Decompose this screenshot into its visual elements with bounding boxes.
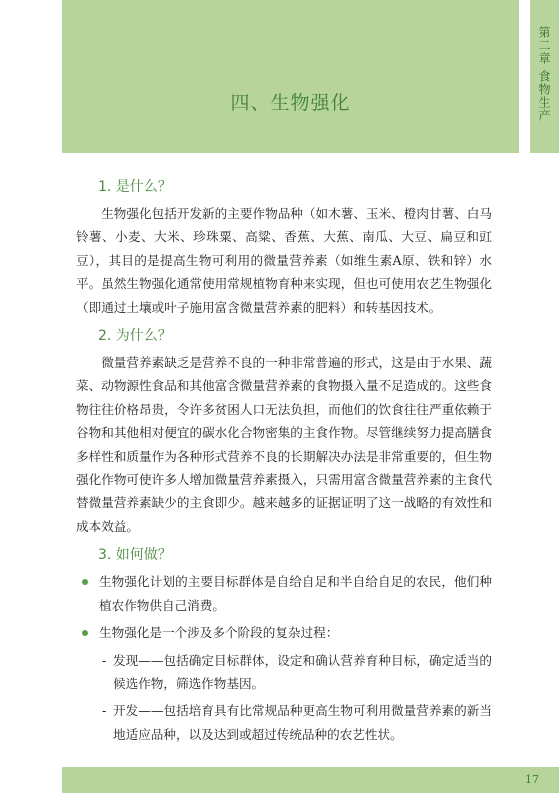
bullet-text: 生物强化计划的主要目标群体是自给自足和半自给自足的农民，他们种植农作物供自己消费。 (99, 574, 492, 613)
section-how (62, 546, 492, 746)
sub-item-text: 发现——包括确定目标群体，设定和确认营养育种目标，确定适当的候选作物，筛选作物基因。 (113, 652, 492, 691)
sub-item (62, 649, 492, 696)
sub-item-text: 开发——包括培育具有比常规品种更高生物可利用微量营养素的新当地适应品种，以及达到或超过传统品种的农艺性状。 (113, 703, 492, 742)
section-what-paragraph: 生物强化包括开发新的主要作物品种（如木薯、玉米、橙肉甘薯、白马铃薯、小麦、大米、珍珠粟、高粱、香蕉、大蕉、南瓜、大豆、扁豆和豇豆），其目的是提高生物可利用的微量营养素（如维生素A原、铁和锌）水平。虽然生物强化通常使用常规植物育种来实现，但也可使用农艺生物强化（即通过土壤或叶子施用富含微量营养素的肥料）和转基因技术。 (76, 206, 492, 315)
section-what (62, 178, 492, 319)
page-content (62, 178, 492, 750)
page-number: 17 (525, 773, 539, 786)
bullet-item (62, 621, 492, 644)
section-heading-how: 3. 如何做？ (98, 547, 172, 564)
footer-band (62, 767, 559, 793)
dash-marker: - (102, 703, 107, 719)
bullet-text: 生物强化是一个涉及多个阶段的复杂过程： (99, 625, 339, 641)
chapter-tab-label: 第二章 食物生产 (537, 26, 551, 122)
section-why (62, 327, 492, 538)
bullet-item (62, 570, 492, 617)
section-heading-what: 1. 是什么？ (98, 179, 172, 195)
chapter-tab (530, 0, 559, 153)
page-title: 四、生物强化 (230, 92, 351, 114)
bullet-dot-icon (82, 630, 88, 636)
dash-marker: - (102, 652, 107, 668)
section-why-paragraph: 微量营养素缺乏是营养不良的一种非常普遍的形式，这是由于水果、蔬菜、动物源性食品和其他富含微量营养素的食物摄入量不足造成的。这些食物往往价格昂贵，令许多贫困人口无法负担，而他们的饮食往往严重依赖于谷物和其他相对便宜的碳水化合物密集的主食作物。尽管继续努力提高膳食多样性和质量作为各种形式营养不良的长期解决办法是非常重要的，但生物强化作物可使许多人增加微量营养素摄入，只需用富含微量营养素的主食代替微量营养素缺少的主食即少。越来越多的证据证明了这一战略的有效性和成本效益。 (76, 355, 492, 534)
sub-item (62, 699, 492, 746)
bullet-dot-icon (82, 579, 88, 585)
section-heading-why: 2. 为什么？ (98, 328, 172, 345)
header-band (62, 0, 519, 153)
